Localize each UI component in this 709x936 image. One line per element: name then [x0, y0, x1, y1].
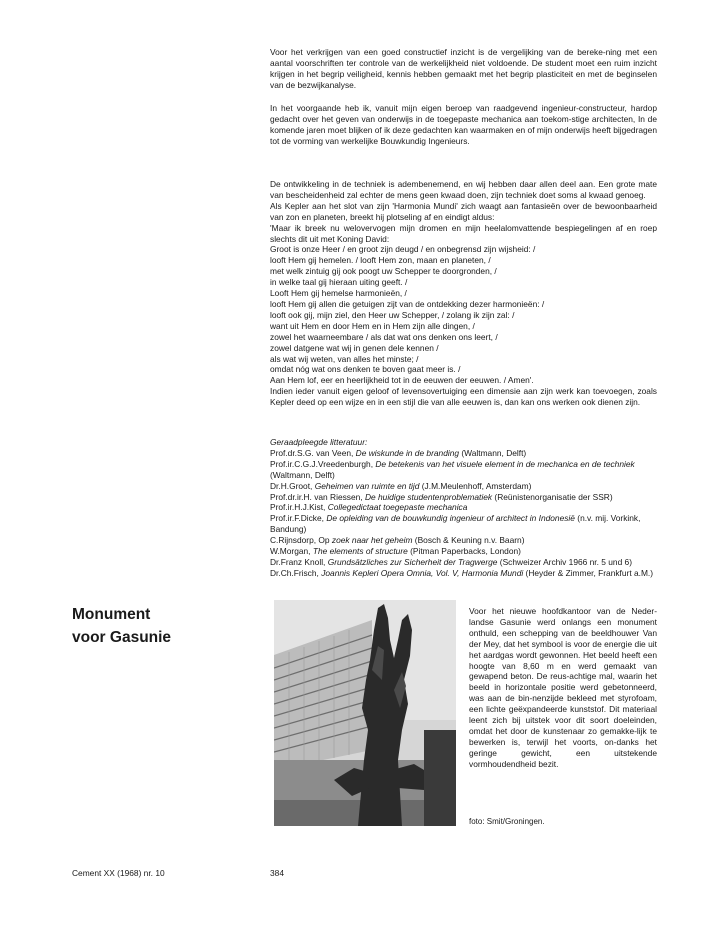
quote-verse-line: Aan Hem lof, eer en heerlijkheid tot in de eeuwen der eeuwen. / Amen'.	[270, 375, 534, 386]
quote-verse-line: als wat wij weten, van alles het minste; /	[270, 353, 419, 364]
reference-item	[270, 459, 657, 481]
paragraph-mechanics-insight	[270, 47, 657, 91]
monument-heading-line-2: voor Gasunie	[72, 629, 172, 646]
reference-title: De wiskunde in de branding	[355, 447, 460, 458]
quote-verse-line: omdat nóg wat ons denken te boven gaat meer is. /	[270, 364, 461, 375]
paragraph-kepler	[270, 179, 657, 408]
quote-verse-line: want uit Hem en door Hem en in Hem zijn alle dingen, /	[270, 320, 475, 331]
references-items	[270, 448, 657, 579]
monument-heading-line-1: Monument	[72, 606, 151, 623]
reference-publisher: (Bosch & Keuning n.v. Baarn)	[412, 535, 525, 546]
reference-item	[270, 481, 657, 492]
paragraph-quote-intro: 'Maar ik breek nu welovervogen mijn dromen en mijn heelalomvattende bespiegelingen af en roep slechts dit uit met Koning David:	[270, 222, 657, 244]
reference-author: C.Rijnsdorp, Op	[270, 535, 332, 546]
reference-title: Grundsätzliches zur Sicherheit der Tragwerge	[327, 556, 498, 567]
monument-description: Voor het nieuwe hoofdkantoor van de Neder-landse Gasunie werd onlangs een monument onthuld, een schepping van de beeldhouwer Van der Mey, dat het symbool is voor de energie die uit het aardgas wordt gewonnen. Het beeld heeft een hoogte van 8,60 m en werd gemaakt van gewapend beton. De reus-achtige mal, waarin het beeld in horizontale positie werd gebetonneerd, was aan de bin-nenzijde bekleed met styrofoam, een lichte geëxpandeerde kunststof. Dit materiaal leent zich bij uitstek voor dit soort doeleinden, omdat het door de kunstenaar zo gemakke-lijk te bewerken is, terwijl het voorts, on-danks het geringe gewicht, een uitstekende vormhoudendheid bezit.	[469, 606, 657, 769]
photo-credit: foto: Smit/Groningen.	[469, 817, 545, 826]
reference-title: Collegedictaat toegepaste mechanica	[327, 502, 468, 513]
reference-publisher: (n.v. mij. Vorkink, Bandung)	[270, 513, 641, 535]
reference-item	[270, 492, 657, 503]
reference-title: zoek naar het geheim	[331, 535, 413, 546]
reference-title: De opleiding van de bouwkundig ingenieur of architect in Indonesië	[326, 513, 575, 524]
paragraph-kepler-intro: Als Kepler aan het slot van zijn 'Harmonia Mundi' zich waagt aan fantasieën over de bewoonbaarheid van zon en planeten, breekt hij plotseling af en eindigt aldus:	[270, 200, 657, 222]
references-list	[270, 437, 657, 579]
reference-publisher: (Waltmann, Delft)	[270, 469, 335, 480]
reference-author: Prof.ir.H.J.Kist,	[270, 502, 328, 513]
reference-title: De huidige studentenproblematiek	[364, 491, 493, 502]
reference-title: Geheimen van ruimte en tijd	[314, 480, 420, 491]
quote-verse-line: looft ook gij, mijn ziel, den Heer uw Schepper, / zolang ik zijn zal: /	[270, 309, 515, 320]
reference-author: Prof.dr.ir.H. van Riessen,	[270, 491, 365, 502]
reference-publisher: (J.M.Meulenhoff, Amsterdam)	[419, 480, 532, 491]
page-number: 384	[270, 868, 284, 878]
quote-verse-line: Looft Hem gij hemelse harmonieën, /	[270, 288, 407, 299]
reference-title: De betekenis van het visuele element in de mechanica en de techniek	[375, 458, 635, 469]
references-heading: Geraadpleegde litteratuur:	[270, 437, 368, 447]
quote-verse-line: looft Hem gij hemelen. / looft Hem zon, maan en planeten, /	[270, 255, 491, 266]
quote-verse-line: in welke taal gij hieraan uiting geeft. /	[270, 277, 408, 288]
paragraph-text: In het voorgaande heb ik, vanuit mijn eigen beroep van raadgevend ingenieur-constructeur, hardop gedacht over het geven van onderwijs in de toegepaste mechanica aan toekom-stige architecten, In de komende jaren moet blijken of ik deze gedachten kan waarmaken en of mijn onderwijs heeft bijgedragen tot de vorming van werkelijke Bouwkundig Ingenieurs.	[270, 103, 657, 146]
reference-author: Dr.Franz Knoll,	[270, 556, 328, 567]
reference-item	[270, 448, 657, 459]
journal-footer: Cement XX (1968) nr. 10	[72, 868, 165, 878]
reference-author: W.Morgan,	[270, 546, 313, 557]
quote-verse-line: zowel datgene wat wij in genen dele kennen /	[270, 342, 439, 353]
paragraph-intro: De ontwikkeling in de techniek is adembenemend, en wij hebben daar allen deel aan. Een grote mate van bescheidenheid zal echter de mens geen kwaad doen, zijn techniek doet soms al kwaad genoeg.	[270, 179, 657, 200]
reference-title: Joannis Kepleri Opera Omnia, Vol. V, Harmonia Mundi	[321, 567, 524, 578]
quote-verse-line: met welk zintuig gij ook poogt uw Schepper te doorgronden, /	[270, 266, 497, 277]
reference-publisher: (Waltmann, Delft)	[459, 447, 527, 458]
reference-publisher: (Pitman Paperbacks, London)	[407, 546, 521, 557]
monument-photo	[274, 600, 456, 826]
quote-verse-line: Groot is onze Heer / en groot zijn deugd / en onbegrensd zijn wijsheid: /	[270, 244, 536, 255]
reference-item	[270, 513, 657, 535]
paragraph-closing: Indien ieder vanuit eigen geloof of levensovertuiging een dimensie aan zijn werk kan toevoegen, zoals Kepler deed op een wijze en in een stijl die van alle eeuwen is, dan kan ons werken ook dienen zijn.	[270, 386, 657, 408]
reference-publisher: (Reünistenorganisatie der SSR)	[492, 491, 613, 502]
reference-item	[270, 546, 657, 557]
quote-verses	[270, 244, 657, 386]
monument-heading	[72, 603, 171, 649]
reference-author: Prof.ir.C.G.J.Vreedenburgh,	[270, 458, 376, 469]
reference-publisher: (Schweizer Archiv 1966 nr. 5 und 6)	[497, 556, 633, 567]
reference-publisher: (Heyder & Zimmer, Frankfurt a.M.)	[523, 567, 654, 578]
reference-author: Prof.dr.S.G. van Veen,	[270, 447, 356, 458]
reference-item	[270, 568, 657, 579]
reference-author: Dr.Ch.Frisch,	[270, 567, 322, 578]
paragraph-text: Voor het verkrijgen van een goed constructief inzicht is de vergelijking van de bereke-ning met een aantal voorschriften ter controle van de werkelijkheid niet voldoende. De student moet een ruim inzicht krijgen in het begrip veiligheid, kennis hebben gemaakt met het begrip plasticiteit en met de beginselen van de bezwijkanalyse.	[270, 47, 657, 90]
reference-author: Prof.ir.F.Dicke,	[270, 513, 327, 524]
quote-verse-line: looft Hem gij allen die getuigen zijt van de ontdekking dezer harmonieën: /	[270, 298, 545, 309]
reference-item	[270, 557, 657, 568]
reference-title: The elements of structure	[312, 546, 408, 557]
reference-item	[270, 535, 657, 546]
reference-item	[270, 502, 657, 513]
paragraph-teaching-reflection	[270, 103, 657, 147]
reference-author: Dr.H.Groot,	[270, 480, 315, 491]
quote-verse-line: zowel het waarneembare / als dat wat ons denken ons leert, /	[270, 331, 498, 342]
